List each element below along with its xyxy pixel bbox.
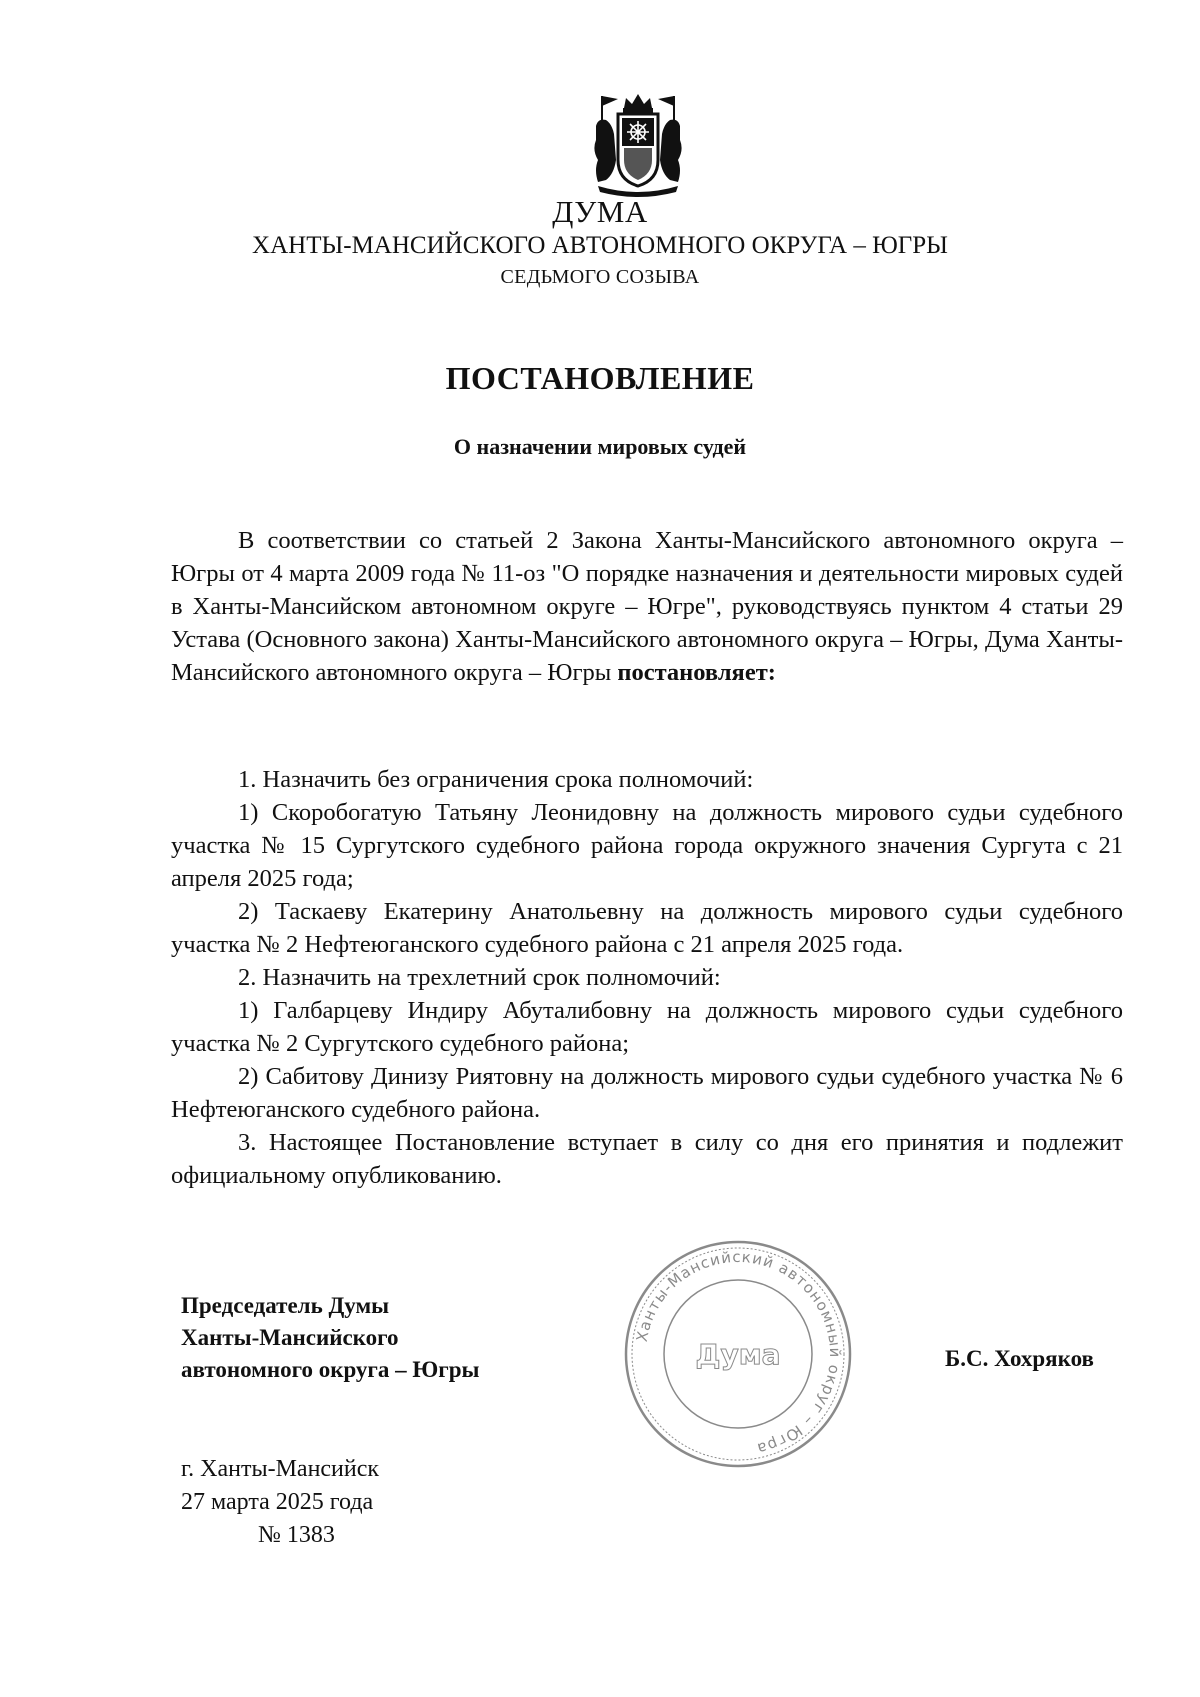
list-item: 1) Галбарцеву Индиру Абуталибовну на должность мирового судьи судебного участка № 2 Сургутского судебного района; — [171, 997, 1123, 1057]
list-item: 2) Сабитову Динизу Риятовну на должность мирового судьи судебного участка № 6 Нефтеюганского судебного района. — [171, 1063, 1123, 1123]
list-item: 2. Назначить на трехлетний срок полномочий: — [238, 964, 721, 991]
date: 27 марта 2025 года — [181, 1489, 374, 1515]
preamble-paragraph — [171, 524, 1123, 689]
list-item: 3. Настоящее Постановление вступает в силу со дня его принятия и подлежит официальному опубликованию. — [171, 1129, 1123, 1189]
stamp-center-text: Дума — [695, 1338, 781, 1371]
convocation-title: СЕДЬМОГО СОЗЫВА — [500, 266, 700, 288]
document-subject: О назначении мировых судей — [453, 434, 747, 459]
region-title: ХАНТЫ-МАНСИЙСКОГО АВТОНОМНОГО ОКРУГА – ЮГРЫ — [252, 232, 948, 259]
resolves-word: постановляет: — [617, 659, 776, 686]
place: г. Ханты-Мансийск — [181, 1456, 380, 1482]
signatory-name: Б.С. Хохряков — [945, 1346, 1094, 1371]
signatory-position-line: автономного округа – Югры — [181, 1357, 480, 1382]
coat-of-arms-icon — [588, 90, 688, 198]
signatory-position-line: Ханты-Мансийского — [181, 1325, 399, 1350]
org-title: ДУМА — [552, 194, 648, 229]
signatory-position-line: Председатель Думы — [181, 1293, 390, 1318]
preamble-text: В соответствии со статьей 2 Закона Ханты-Мансийского автономного округа – Югры от 4 марта 2009 года № 11-оз "О порядке назначения и деятельности мировых судей в Ханты-Мансийском автономном округе – Югре", руководствуясь пунктом 4 статьи 29 Устава (Основного закона) Ханты-Мансийского автономного округа – Югры, Дума Ханты-Мансийского автономного округа – Югры — [171, 527, 1123, 686]
list-item: 1) Скоробогатую Татьяну Леонидовну на должность мирового судьи судебного участка № 15 Сургутского судебного района города окружного значения Сургута с 21 апреля 2025 года; — [171, 799, 1123, 892]
list-item: 1. Назначить без ограничения срока полномочий: — [238, 766, 754, 793]
stamp-ring-text: Ханты-Мансийский автономный округ – Югра — [632, 1247, 845, 1459]
document-type: ПОСТАНОВЛЕНИЕ — [445, 360, 755, 396]
official-stamp-icon — [622, 1238, 854, 1470]
document-number: № 1383 — [258, 1522, 335, 1548]
preamble — [171, 524, 1123, 689]
place-date-block — [181, 1453, 379, 1552]
signatory-position — [181, 1290, 601, 1386]
list-item: 2) Таскаеву Екатерину Анатольевну на должность мирового судьи судебного участка № 2 Нефтеюганского судебного района с 21 апреля 2025 года. — [171, 898, 1123, 958]
resolution-items — [171, 763, 1123, 1192]
